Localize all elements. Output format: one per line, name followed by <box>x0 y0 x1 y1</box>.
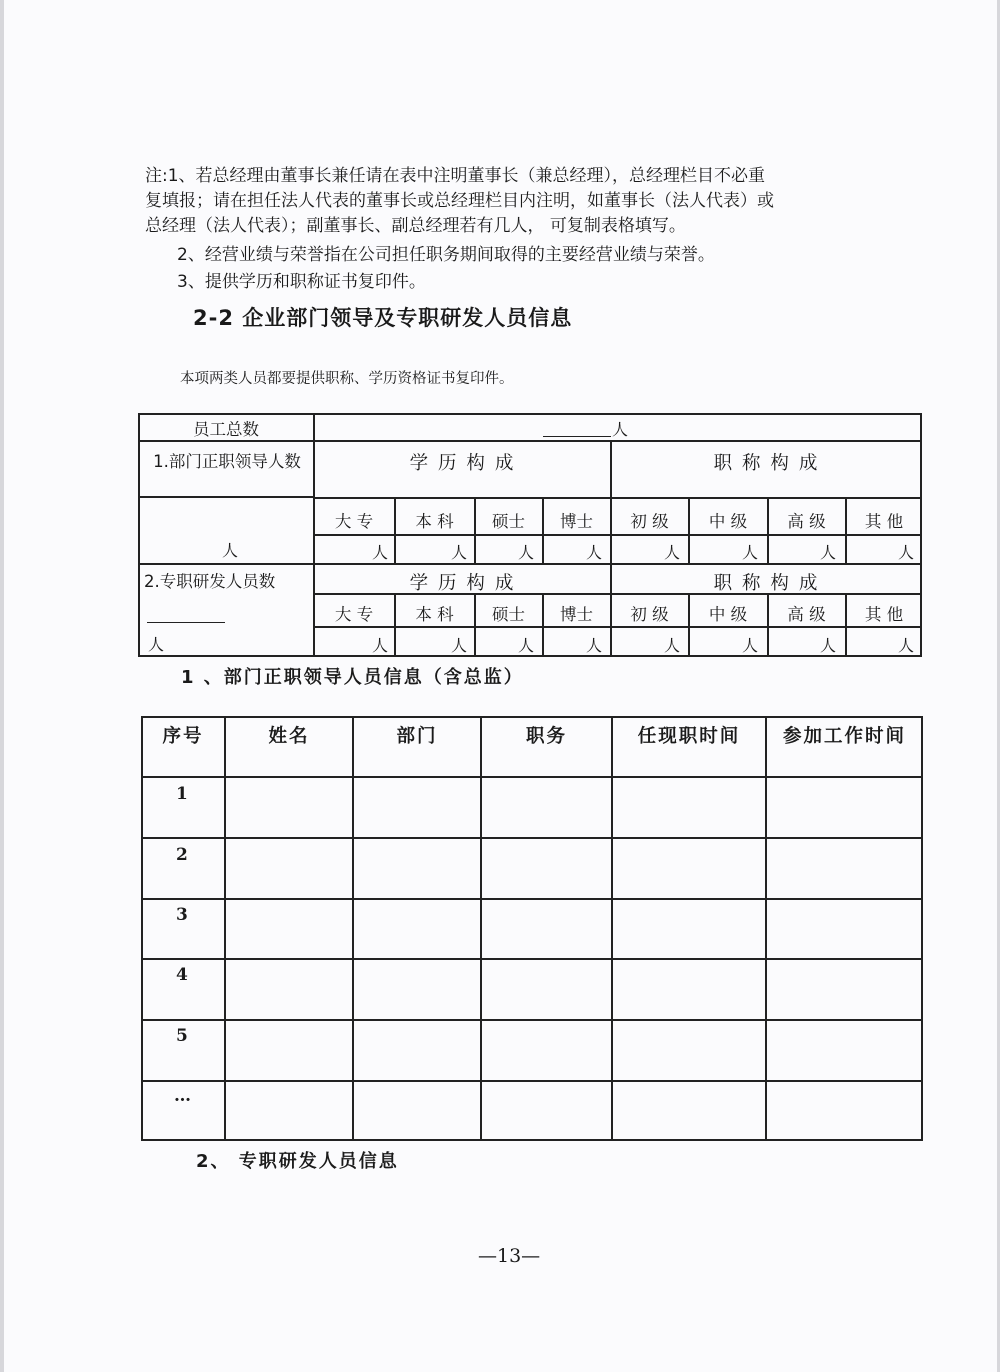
col-gaoji-2: 高 级 <box>787 605 826 624</box>
unit-cell[interactable]: 人 <box>898 636 915 655</box>
note-line-3: 总经理（法人代表）；副董事长、副总经理若有几人， 可复制表格填写。 <box>145 216 686 236</box>
header-current-position-time: 任现职时间 <box>637 726 741 747</box>
t2-vline <box>765 716 767 1141</box>
header-position: 职务 <box>525 726 567 747</box>
unit-cell[interactable]: 人 <box>372 636 389 655</box>
page-number: —13— <box>478 1245 541 1267</box>
row-index: 2 <box>176 845 188 865</box>
col-zhongji: 中 级 <box>708 512 748 531</box>
header-name: 姓名 <box>268 726 310 747</box>
row-index: 1 <box>176 784 188 804</box>
header-index: 序号 <box>162 726 204 747</box>
t1-hline <box>138 440 922 442</box>
col-chuji: 初 级 <box>630 512 669 531</box>
t2-vline <box>352 716 354 1141</box>
leader-count-label-text: 1.部门正职领导人数 <box>153 452 301 471</box>
instruction-text: 本项两类人员都要提供职称、学历资格证书复印件。 <box>180 371 514 387</box>
t2-hline <box>141 776 923 778</box>
subsection-1-title: 1 、部门正职领导人员信息（含总监） <box>181 667 524 688</box>
col-boshi: 博士 <box>560 512 593 531</box>
t2-hline <box>141 898 923 900</box>
t1-hline <box>314 497 922 499</box>
col-qita-2: 其 他 <box>864 605 904 624</box>
t1-hline <box>138 496 314 498</box>
t1-hline <box>314 534 922 536</box>
unit-cell[interactable]: 人 <box>586 636 603 655</box>
note-line-4: 2、经营业绩与荣誉指在公司担任职务期间取得的主要经营业绩与荣誉。 <box>177 245 715 265</box>
t2-hline <box>141 1019 923 1021</box>
col-qita: 其 他 <box>864 512 904 531</box>
t1-hline <box>138 563 922 565</box>
t2-hline <box>141 958 923 960</box>
row-index: 4 <box>176 965 188 985</box>
col-boshi-2: 博士 <box>560 605 593 624</box>
row-index: … <box>174 1086 191 1106</box>
leader-count-label <box>144 448 310 475</box>
leader-info-table <box>141 716 923 1141</box>
unit-cell[interactable]: 人 <box>451 636 468 655</box>
title-header: 职 称 构 成 <box>713 453 820 474</box>
col-shuoshi-2: 硕士 <box>492 605 525 624</box>
col-benke: 本 科 <box>415 512 454 531</box>
col-dazhuan-2: 大 专 <box>334 605 374 624</box>
rd-count-label: 2.专职研发人员数 <box>144 572 276 591</box>
t2-vline <box>224 716 226 1141</box>
note-line-1: 注:1、若总经理由董事长兼任请在表中注明董事长（兼总经理），总经理栏目不必重 <box>145 166 766 186</box>
unit-cell[interactable]: 人 <box>518 636 535 655</box>
unit-cell[interactable]: 人 <box>742 636 759 655</box>
title-header-2: 职 称 构 成 <box>713 573 820 594</box>
rd-count-blank[interactable] <box>147 622 225 623</box>
education-header: 学 历 构 成 <box>409 453 516 474</box>
unit-cell[interactable]: 人 <box>451 543 468 562</box>
header-work-start-time: 参加工作时间 <box>782 726 906 747</box>
education-header-2: 学 历 构 成 <box>409 573 516 594</box>
col-chuji-2: 初 级 <box>630 605 669 624</box>
unit-cell[interactable]: 人 <box>518 543 535 562</box>
col-dazhuan: 大 专 <box>334 512 374 531</box>
staff-total-label: 员工总数 <box>193 420 259 439</box>
t1-hline <box>314 626 922 628</box>
t2-vline <box>480 716 482 1141</box>
section-title: 2-2 企业部门领导及专职研发人员信息 <box>193 306 573 330</box>
unit-cell[interactable]: 人 <box>664 543 681 562</box>
row-index: 3 <box>176 905 188 925</box>
rd-count-unit: 人 <box>148 635 165 654</box>
unit-cell[interactable]: 人 <box>820 636 837 655</box>
col-gaoji: 高 级 <box>787 512 826 531</box>
t2-vline <box>611 716 613 1141</box>
unit-cell[interactable]: 人 <box>898 543 915 562</box>
leader-count-unit: 人 <box>222 541 239 560</box>
staff-total-blank[interactable] <box>543 436 611 437</box>
unit-cell[interactable]: 人 <box>820 543 837 562</box>
row-index: 5 <box>176 1026 188 1046</box>
subsection-2-title: 2、 专职研发人员信息 <box>196 1151 399 1172</box>
unit-cell[interactable]: 人 <box>372 543 389 562</box>
note-line-5: 3、提供学历和职称证书复印件。 <box>177 272 426 292</box>
col-benke-2: 本 科 <box>415 605 454 624</box>
staff-total-unit: 人 <box>612 420 629 439</box>
col-shuoshi: 硕士 <box>492 512 525 531</box>
unit-cell[interactable]: 人 <box>586 543 603 562</box>
unit-cell[interactable]: 人 <box>742 543 759 562</box>
t2-hline <box>141 837 923 839</box>
col-zhongji-2: 中 级 <box>708 605 748 624</box>
t2-hline <box>141 1080 923 1082</box>
header-department: 部门 <box>396 726 438 747</box>
unit-cell[interactable]: 人 <box>664 636 681 655</box>
note-line-2: 复填报；请在担任法人代表的董事长或总经理栏目内注明，如董事长（法人代表）或 <box>145 191 774 211</box>
scan-edge-left <box>0 0 4 1372</box>
